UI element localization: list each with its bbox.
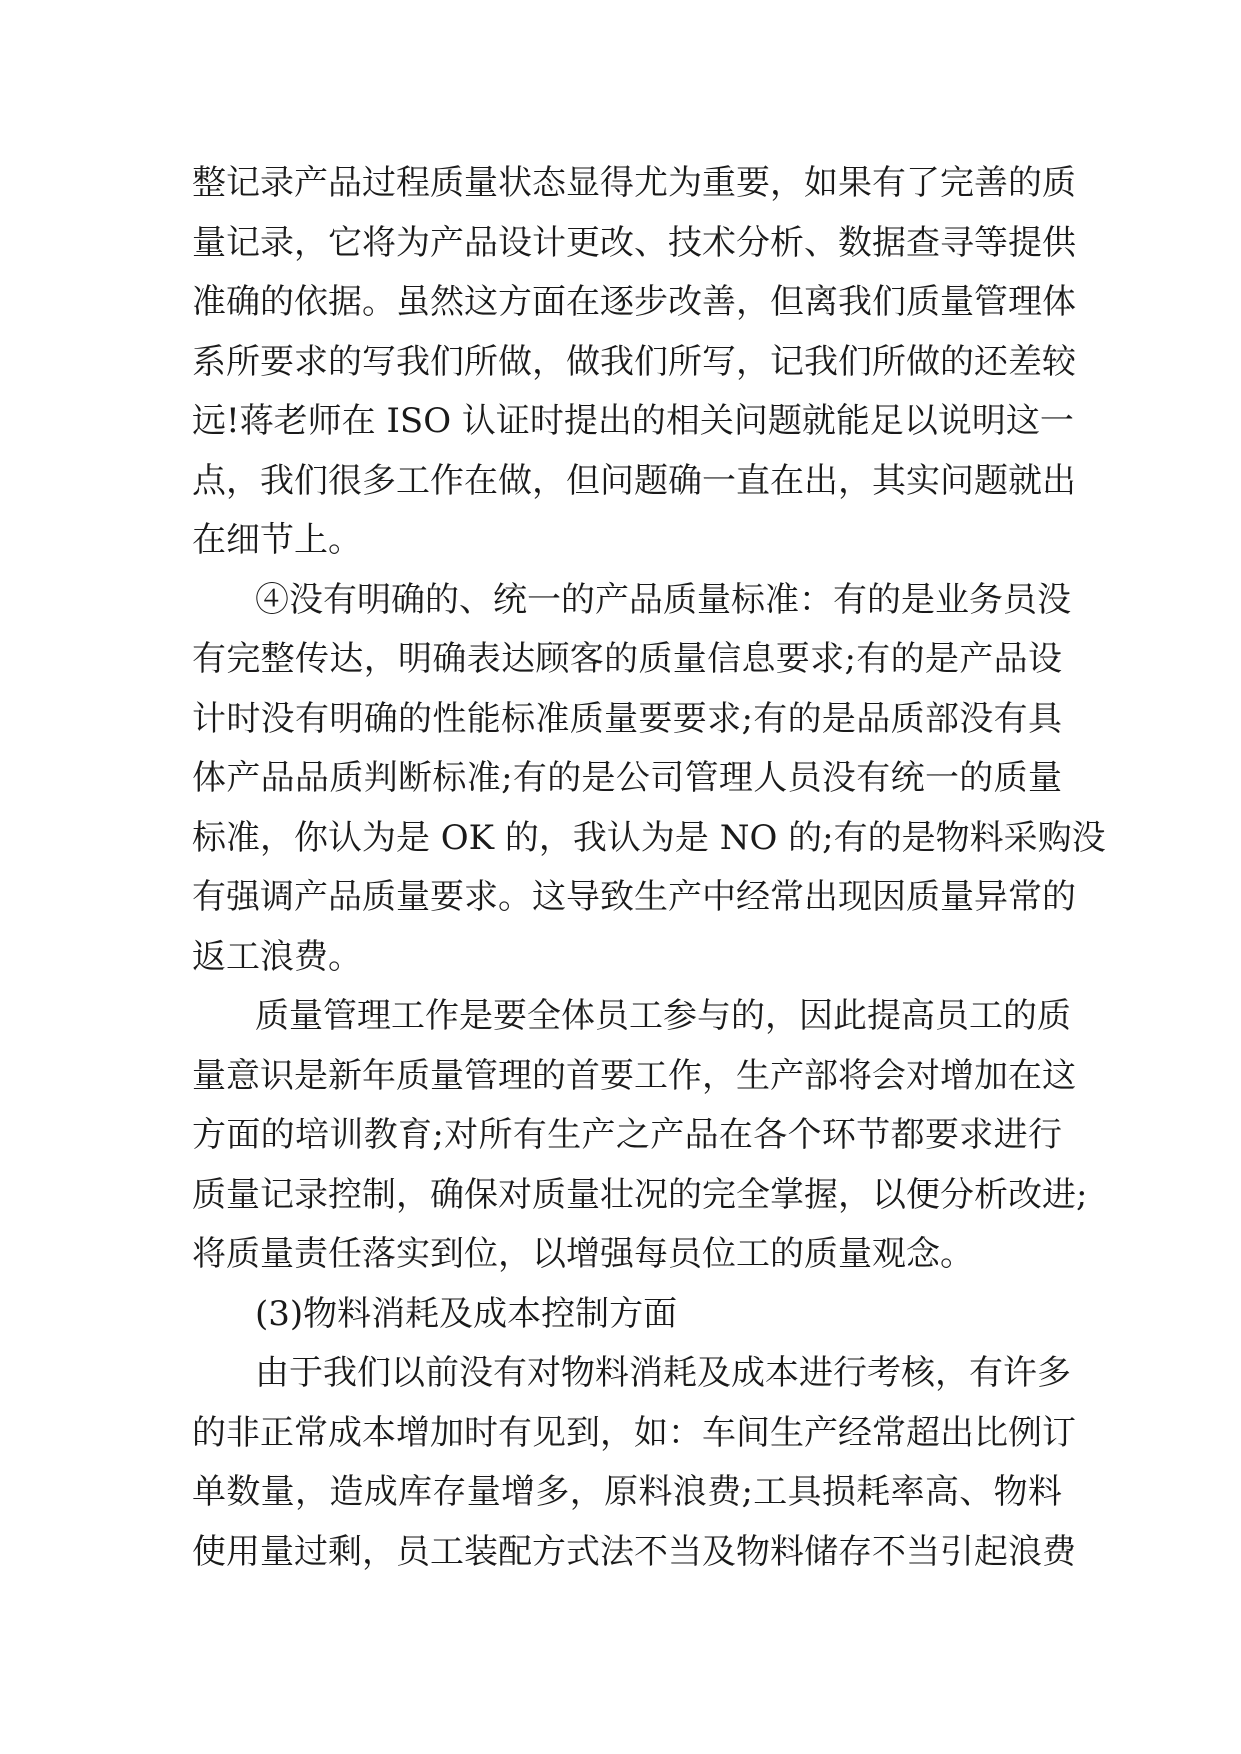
text-line: 系所要求的写我们所做，做我们所写，记我们所做的还差较 (192, 341, 1076, 382)
text-line: 点，我们很多工作在做，但问题确一直在出，其实问题就出 (192, 460, 1076, 501)
body-text (192, 154, 1106, 1582)
text-line: 标准，你认为是 OK 的，我认为是 NO 的;有的是物料采购没 (192, 817, 1106, 858)
text-line: 将质量责任落实到位，以增强每员位工的质量观念。 (192, 1234, 974, 1274)
text-line: 方面的培训教育;对所有生产之产品在各个环节都要求进行 (192, 1115, 1062, 1155)
text-line: 体产品品质判断标准;有的是公司管理人员没有统一的质量 (192, 758, 1062, 798)
text-line: 使用量过剩，员工装配方式法不当及物料储存不当引起浪费 (192, 1531, 1076, 1572)
text-line: 计时没有明确的性能标准质量要要求;有的是品质部没有具 (192, 698, 1062, 739)
text-line: 有完整传达，明确表达顾客的质量信息要求;有的是产品设 (192, 639, 1063, 679)
text-line: 整记录产品过程质量状态显得尤为重要，如果有了完善的质 (192, 163, 1076, 203)
text-line: 有强调产品质量要求。这导致生产中经常出现因质量异常的 (192, 877, 1076, 917)
paragraph-start-line: 质量管理工作是要全体员工参与的，因此提高员工的质 (255, 996, 1071, 1036)
section-heading: (3)物料消耗及成本控制方面 (255, 1293, 678, 1334)
text-line: 量记录，它将为产品设计更改、技术分析、数据查寻等提供 (192, 222, 1076, 263)
text-line: 单数量，造成库存量增多，原料浪费;工具损耗率高、物料 (192, 1472, 1062, 1512)
paragraph-start-line: ④没有明确的、统一的产品质量标准：有的是业务员没 (255, 579, 1071, 620)
text-line: 在细节上。 (192, 520, 362, 560)
paragraph-start-line: 由于我们以前没有对物料消耗及成本进行考核，有许多 (255, 1353, 1071, 1393)
text-line: 量意识是新年质量管理的首要工作，生产部将会对增加在这 (192, 1055, 1076, 1096)
text-line: 质量记录控制，确保对质量壮况的完全掌握，以便分析改进; (192, 1174, 1088, 1215)
text-line: 准确的依据。虽然这方面在逐步改善，但离我们质量管理体 (192, 282, 1076, 322)
text-line: 返工浪费。 (192, 936, 362, 977)
text-line: 远!蒋老师在 ISO 认证时提出的相关问题就能足以说明这一 (192, 401, 1074, 441)
text-line: 的非正常成本增加时有见到，如：车间生产经常超出比例订 (192, 1412, 1076, 1453)
